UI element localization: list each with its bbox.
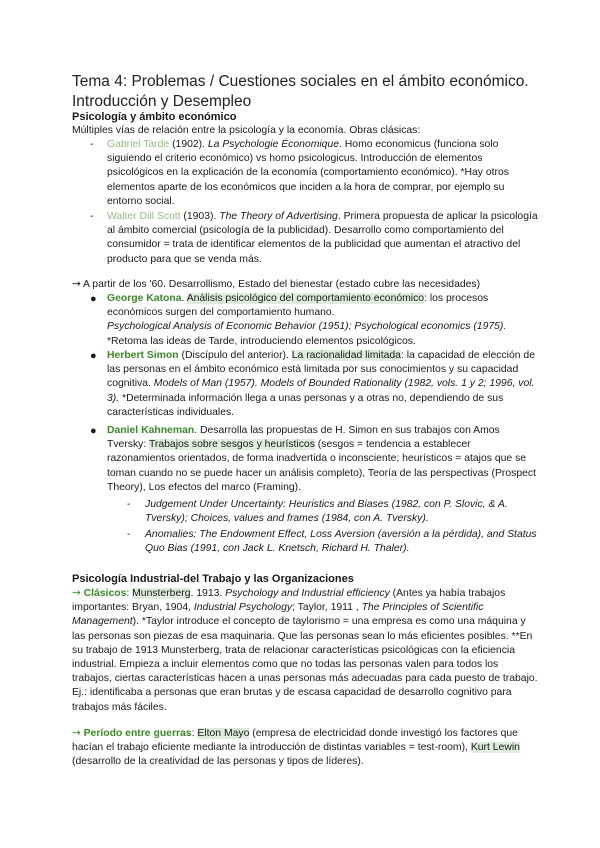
list-item-kahneman: Daniel Kahneman. Desarrolla las propuestas de H. Simon en sus trabajos con Amos Tversky: Trabajos sobre sesgos y heurísticos (sesgos = tendencia a establecer razonamientos orientados, de forma inadvertida o inconsciente; heurísticos = atajos que se toman cuando no se puede hacer un análisis completo), Teoría de las perspectivas (Prospect Theory), Los efectos del marco (Framing). [107,425,536,493]
arrow-icon: → [72,727,81,739]
periodo-paragraph: → Período entre guerras: Elton Mayo (empresa de electricidad donde investigó los factores que hacían el trabajo eficiente mediante la introducción de distintas variables = test-room), Kurt Lewin (desarrollo de la creatividad de las personas y tipos de líderes). [72,727,520,768]
list-item-tarde: Gabriel Tarde (1902). La Psychologie Économique. Homo economicus (funciona solo siguiendo el criterio económico) vs homo psicologicus. Introducción de elementos psicológicos en la explicación de la economía (comportamiento económico). *Hay otros elementos aparte de los económicos que inciden a la hora de comprar, por ejemplo su entorno social. [107,139,509,207]
work-title: Psychology and Industrial efficiency [225,588,390,599]
kahneman-sub-item: Anomalies: The Endowment Effect, Loss Aversion (aversión a la pérdida), and Status Quo Bias (1991, con Jack L. Knetsch, Richard H. Thaler). [145,529,537,555]
list-item-scott: Walter Dill Scott (1903). The Theory of Advertising. Primera propuesta de aplicar la psicología al ámbito comercial (psicología de la publicidad). Desarrollo como comportamiento del consumidor = trata de identificar elementos de la publicidad que aumentan el atractivo del producto para que se venda más. [107,211,538,265]
highlight-text: Elton Mayo [197,728,250,739]
list-dash: - [127,529,131,540]
title-line-2: Introducción y Desempleo [72,93,252,110]
author-kahneman: Daniel Kahneman [107,425,195,436]
title-line-1: Tema 4: Problemas / Cuestiones sociales en el ámbito económico. [72,73,529,90]
intro-paragraph: Múltiples vías de relación entre la psicología y la economía. Obras clásicas: [72,125,421,136]
sixties-paragraph: → A partir de los '60. Desarrollismo, Estado del bienestar (estado cubre las necesidades) [72,278,481,290]
highlight-text: Munsterberg [132,588,191,599]
highlight-text: Kurt Lewin [470,742,520,754]
work-title: La Psychologie Économique [207,139,340,150]
work-title: Psychological Analysis of Economic Behavior (1951); Psychological economics (1975). [107,321,507,333]
work-title: The Theory of Advertising [219,211,338,222]
page-title [72,72,552,112]
list-dash: - [127,499,131,510]
list-dash: - [90,211,94,222]
list-dash: - [90,139,94,150]
arrow-icon: → [72,587,81,599]
highlight-text: Análisis psicológico del comportamiento económico [186,293,425,304]
clasicos-paragraph: → Clásicos: Munsterberg. 1913. Psychology and Industrial efficiency (Antes ya había trabajos importantes: Bryan, 1904, Industrial Psychology; Taylor, 1911 , The Principles of Scientific Management). *Taylor introduce el concepto de taylorismo = una empresa es como una máquina y las personas son piezas de esa maquinaria. Que las personas sean lo más eficientes posibles. **En su trabajo de 1913 Munsterberg, trata de relacionar características psicológicas con la eficiencia industrial. Empieza a incluir elementos como que no todas las personas valen para todos los trabajos, ciertas características hacen a unas personas más adecuadas para cada puesto de trabajo. Ej.: identificaba a personas que eran brutas y de escasa capacidad de desarrollo cognitivo para trabajos más fáciles. [72,587,538,713]
list-item-simon: Herbert Simon (Discípulo del anterior). La racionalidad limitada: la capacidad de elección de las personas en el ámbito económico está limitada por sus conocimientos y su capacidad cognitiva. Models of Man (1957). Models of Bounded Rationality (1982, vols. 1 y 2; 1996, vol. 3). *Determinada información llega a unas personas y a otras no, dependiendo de sus características individuales. [107,350,535,418]
bullet-icon: ● [90,350,97,362]
work-title: The Principles of Scientific Management [72,602,484,628]
label-clasicos: Clásicos [83,588,127,599]
author-scott: Walter Dill Scott [107,211,181,222]
arrow-icon: → [72,278,81,290]
bullet-icon: ● [90,293,97,305]
work-title: Industrial Psychology [193,602,293,614]
kahneman-sub-item: Judgement Under Uncertainty: Heuristics and Biases (1982, con P. Slovic, & A. Tversky); Choices, values and frames (1984, con A. Tversky). [145,499,508,525]
work-title: Models of Man (1957). Models of Bounded Rationality (1982, vols. 1 y 2; 1996, vol. 3). [107,378,535,404]
author-simon: Herbert Simon [107,350,179,361]
label-periodo: Período entre guerras [83,728,192,739]
list-item-katona: George Katona. Análisis psicológico del comportamiento económico: los procesos económicos surgen del comportamiento humano. Psychological Analysis of Economic Behavior (1951); Psychological economics (1975). *Retoma las ideas de Tarde, introduciendo elementos psicológicos. [107,293,507,347]
section-heading-psychology-economy: Psicología y ámbito económico [72,111,237,123]
author-tarde: Gabriel Tarde [107,139,170,150]
highlight-text: Trabajos sobre sesgos y heurísticos [148,439,315,451]
bullet-icon: ● [90,425,97,437]
highlight-text: La racionalidad limitada [291,350,401,361]
author-katona: George Katona [107,293,182,304]
section-heading-work-psychology: Psicología Industrial-del Trabajo y las Organizaciones [72,573,354,585]
